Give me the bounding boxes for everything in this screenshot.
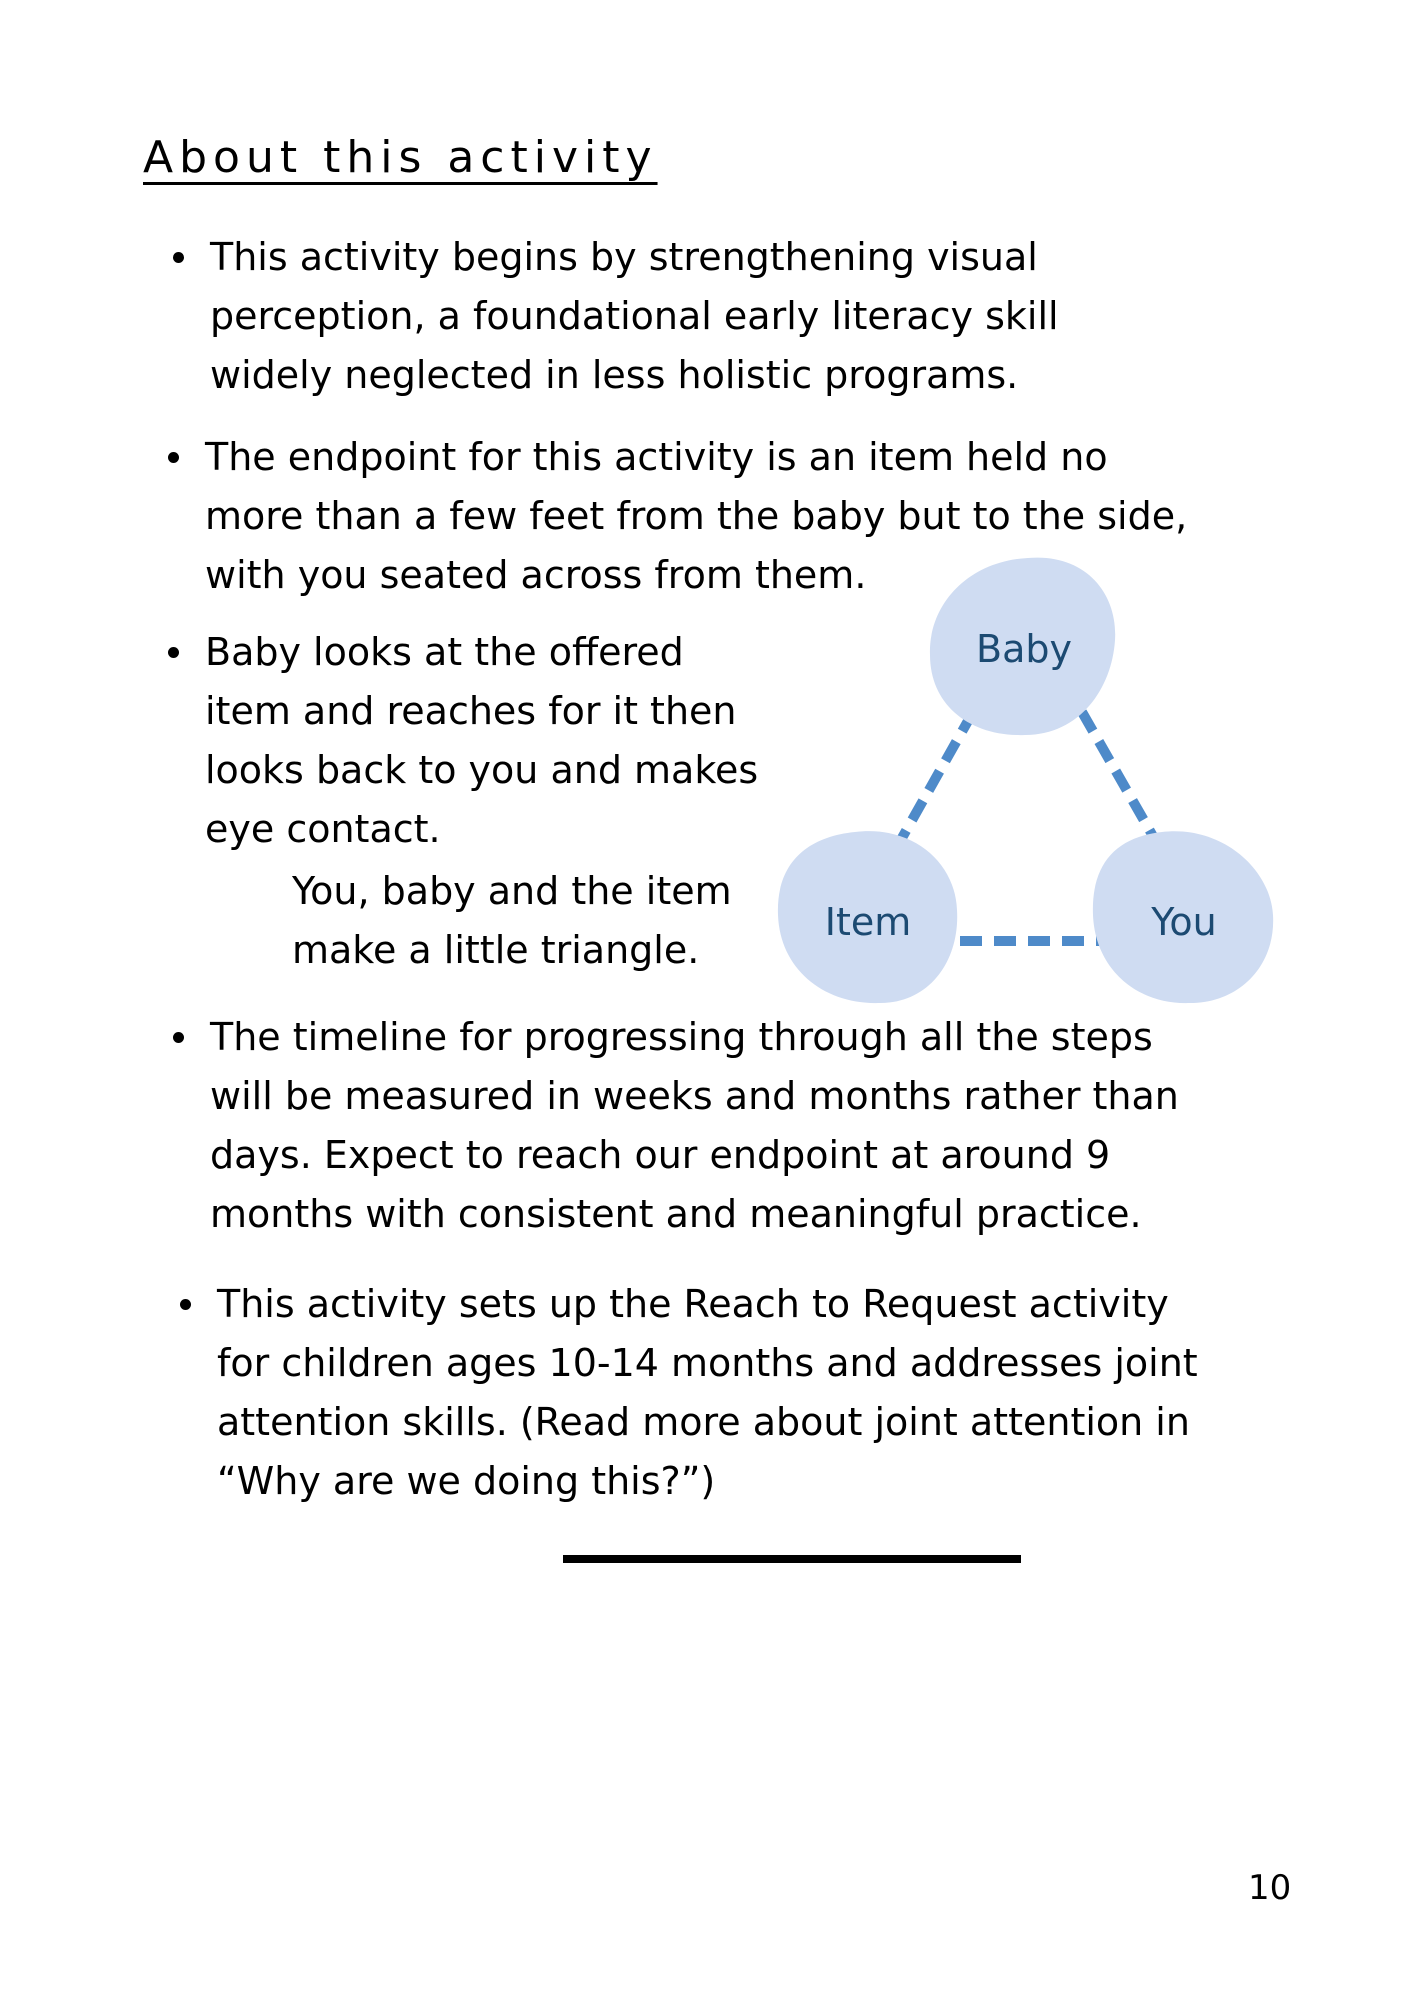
caption-line: make a little triangle. xyxy=(292,928,700,972)
triangle-caption xyxy=(292,862,732,980)
bullet-line: This activity begins by strengthening visual xyxy=(210,235,1038,279)
bullet-dot xyxy=(180,1299,191,1310)
bullet-item-4 xyxy=(210,1008,1179,1244)
bullet-line: for children ages 10-14 months and addresses joint xyxy=(217,1341,1198,1385)
bullet-line: The timeline for progressing through all the steps xyxy=(210,1015,1153,1059)
bullet-dot xyxy=(173,1032,184,1043)
bullet-line: Baby looks at the offered xyxy=(205,630,684,674)
bullet-line: will be measured in weeks and months rather than xyxy=(210,1074,1179,1118)
bullet-line: days. Expect to reach our endpoint at around 9 xyxy=(210,1133,1111,1177)
bullet-line: months with consistent and meaningful practice. xyxy=(210,1192,1142,1236)
bullet-item-3 xyxy=(205,623,758,859)
baby-label: Baby xyxy=(976,627,1072,671)
edge-baby-item xyxy=(898,712,973,845)
baby-node xyxy=(930,558,1115,736)
bullet-line: item and reaches for it then xyxy=(205,689,737,733)
bullet-item-5 xyxy=(217,1275,1198,1511)
edge-baby-you xyxy=(1082,712,1158,845)
section-heading: About this activity xyxy=(143,132,658,183)
bullet-item-1 xyxy=(210,228,1059,405)
item-label: Item xyxy=(824,900,912,944)
bullet-line: widely neglected in less holistic programs. xyxy=(210,353,1019,397)
bullet-line: This activity sets up the Reach to Request activity xyxy=(217,1282,1169,1326)
triangle-diagram xyxy=(770,555,1280,1015)
page-number: 10 xyxy=(1248,1868,1292,1908)
you-label: You xyxy=(1151,900,1217,944)
item-node xyxy=(778,831,957,1003)
you-node xyxy=(1093,831,1273,1003)
bullet-line: perception, a foundational early literacy skill xyxy=(210,294,1059,338)
section-divider xyxy=(563,1555,1021,1563)
bullet-dot xyxy=(168,452,179,463)
bullet-dot xyxy=(173,252,184,263)
bullet-line: attention skills. (Read more about joint attention in xyxy=(217,1400,1190,1444)
bullet-line: eye contact. xyxy=(205,807,441,851)
bullet-dot xyxy=(168,647,179,658)
caption-line: You, baby and the item xyxy=(292,869,732,913)
bullet-line: “Why are we doing this?”) xyxy=(217,1459,716,1503)
bullet-line: looks back to you and makes xyxy=(205,748,759,792)
bullet-line: with you seated across from them. xyxy=(205,553,867,597)
bullet-line: The endpoint for this activity is an item held no xyxy=(205,435,1108,479)
bullet-line: more than a few feet from the baby but to the side, xyxy=(205,494,1188,538)
